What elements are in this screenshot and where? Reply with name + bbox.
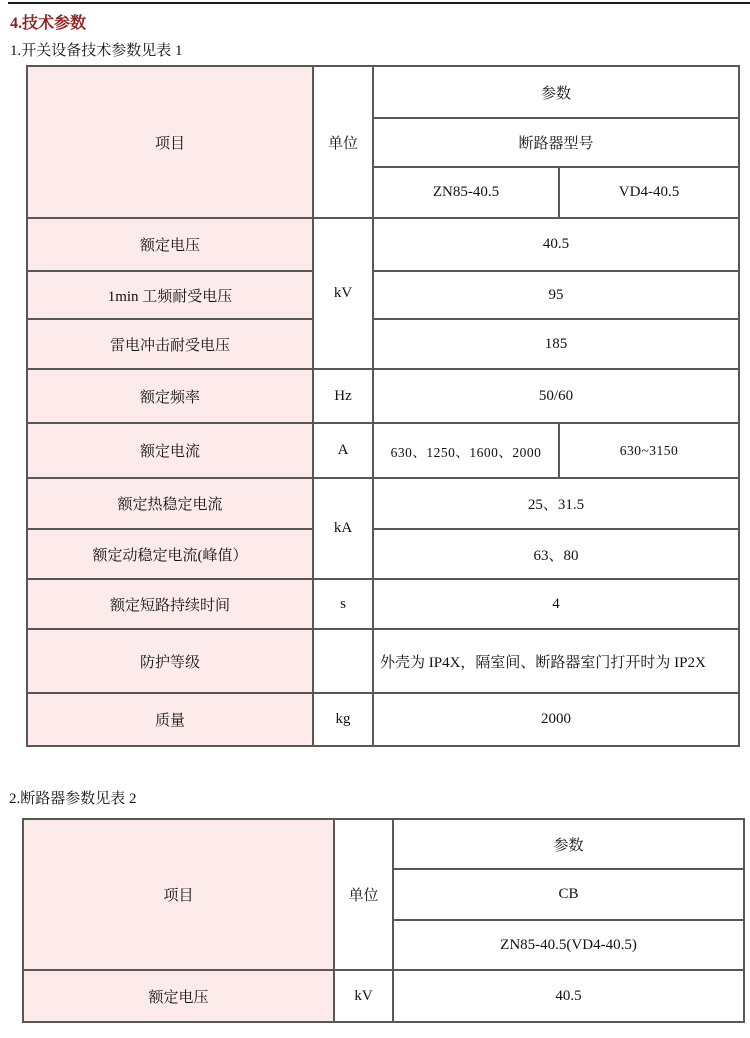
header-model-a-cell: ZN85-40.5 [373,167,559,218]
header-param-cell: 参数 [393,819,744,869]
row-label-cell: 额定动稳定电流(峰值） [27,529,313,579]
table-row [23,970,744,1022]
table-row [27,66,739,118]
header-cb-cell: CB [393,869,744,920]
unit-cell [313,629,373,693]
unit-cell: kV [313,218,373,369]
value-cell: 50/60 [373,369,739,423]
row-label-cell: 1min 工频耐受电压 [27,271,313,319]
header-model-cell: ZN85-40.5(VD4-40.5) [393,920,744,970]
header-param-cell: 参数 [373,66,739,118]
value-cell: 2000 [373,693,739,746]
header-breaker-model-cell: 断路器型号 [373,118,739,167]
value-cell: 63、80 [373,529,739,579]
table-row [27,478,739,529]
value-cell: 外壳为 IP4X，隔室间、断路器室门打开时为 IP2X [373,629,739,693]
table-row [27,693,739,746]
value-cell: 4 [373,579,739,629]
table-row [27,218,739,271]
table-row [27,369,739,423]
unit-cell: kV [334,970,393,1022]
header-item-cell: 项目 [27,66,313,218]
row-label-cell: 额定电压 [27,218,313,271]
unit-cell: kg [313,693,373,746]
unit-cell: Hz [313,369,373,423]
row-label-cell: 质量 [27,693,313,746]
section-heading: 4.技术参数 [10,15,87,32]
table-row [27,579,739,629]
table-row [27,423,739,478]
table2-caption: 2.断路器参数见表 2 [9,791,137,807]
table-row [27,629,739,693]
value-cell: 25、31.5 [373,478,739,529]
row-label-cell: 额定短路持续时间 [27,579,313,629]
page-top-rule [8,2,750,4]
row-label-cell: 额定频率 [27,369,313,423]
table-row [27,529,739,579]
row-label-cell: 额定热稳定电流 [27,478,313,529]
header-model-b-cell: VD4-40.5 [559,167,739,218]
value-cell: 40.5 [393,970,744,1022]
unit-cell: kA [313,478,373,579]
value-cell: 95 [373,271,739,319]
table-row [23,819,744,869]
value-cell: 40.5 [373,218,739,271]
value-cell: 185 [373,319,739,369]
row-label-cell: 雷电冲击耐受电压 [27,319,313,369]
table-row [27,319,739,369]
header-unit-cell: 单位 [334,819,393,970]
unit-cell: s [313,579,373,629]
row-label-cell: 防护等级 [27,629,313,693]
table-row [27,271,739,319]
table2-container [22,818,745,1023]
value-cell-model-b: 630~3150 [559,423,739,478]
row-label-cell: 额定电流 [27,423,313,478]
switchgear-parameters-table [26,65,740,747]
unit-cell: A [313,423,373,478]
table1-caption: 1.开关设备技术参数见表 1 [10,43,183,59]
table1-container [26,65,740,747]
header-unit-cell: 单位 [313,66,373,218]
value-cell-model-a: 630、1250、1600、2000 [373,423,559,478]
row-label-cell: 额定电压 [23,970,334,1022]
header-item-cell: 项目 [23,819,334,970]
breaker-parameters-table [22,818,745,1023]
